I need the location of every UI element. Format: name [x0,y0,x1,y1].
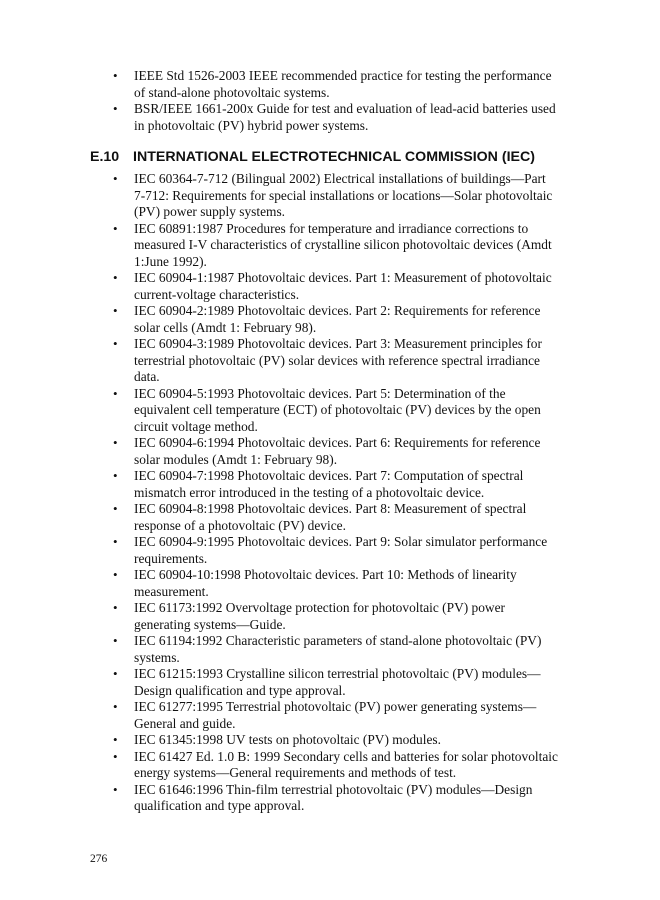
bullet-icon: • [113,101,118,116]
list-item [112,171,560,221]
list-item [112,68,560,101]
list-item [112,303,560,336]
section-heading [90,148,535,166]
list-item [112,534,560,567]
list-item [112,699,560,732]
bullet-icon: • [113,633,118,648]
bullet-icon: • [113,600,118,615]
section-title: INTERNATIONAL ELECTROTECHNICAL COMMISSION (IEC) [133,149,535,165]
bullet-icon: • [113,385,118,401]
iec-standards-list [112,171,560,815]
list-item-text: IEC 60904-5:1993 Photovoltaic devices. Part 5: Determination of the equivalent cell temperature (ECT) of photovoltaic (PV) devices by the open circuit voltage method. [134,385,541,434]
ieee-standards-list [112,68,560,134]
list-item-text: IEEE Std 1526-2003 IEEE recommended practice for testing the performance of stand-alone photovoltaic systems. [134,68,552,100]
list-item [112,600,560,633]
list-item [112,501,560,534]
list-item-text: IEC 61646:1996 Thin-film terrestrial photovoltaic (PV) modules—Design qualification and type approval. [134,781,533,813]
list-item-text: IEC 60904-6:1994 Photovoltaic devices. Part 6: Requirements for reference solar modules (Amdt 1: February 98). [134,435,541,467]
list-item-text: IEC 60904-1:1987 Photovoltaic devices. Part 1: Measurement of photovoltaic current-voltage characteristics. [134,270,552,302]
bullet-icon: • [113,534,118,549]
list-item [112,386,560,436]
bullet-icon: • [113,748,118,764]
bullet-icon: • [113,781,118,797]
list-item-text: IEC 60364-7-712 (Bilingual 2002) Electrical installations of buildings—Part 7-712: Requirements for special installations or locations—Solar photovoltaic (PV) power supply systems. [134,171,553,219]
bullet-icon: • [113,68,118,83]
bullet-icon: • [113,171,118,186]
bullet-icon: • [113,435,118,450]
list-item-text: IEC 61215:1993 Crystalline silicon terrestrial photovoltaic (PV) modules—Design qualification and type approval. [134,666,541,698]
list-item-text: IEC 60904-2:1989 Photovoltaic devices. Part 2: Requirements for reference solar cells (Amdt 1: February 98). [134,303,541,335]
list-item [112,782,560,815]
bullet-icon: • [113,567,118,582]
list-item [112,732,560,749]
bullet-icon: • [113,336,118,351]
bullet-icon: • [113,501,118,516]
list-item-text: IEC 60904-9:1995 Photovoltaic devices. Part 9: Solar simulator performance requirements. [134,534,548,566]
list-item [112,633,560,666]
list-item-text: IEC 61427 Ed. 1.0 B: 1999 Secondary cells and batteries for solar photovoltaic energy systems—General requirements and methods of test. [134,748,558,780]
list-item [112,468,560,501]
bullet-icon: • [113,732,118,747]
list-item [112,221,560,271]
list-item-text: IEC 61194:1992 Characteristic parameters of stand-alone photovoltaic (PV) systems. [134,633,542,665]
list-item [112,336,560,386]
list-item-text: IEC 61173:1992 Overvoltage protection for photovoltaic (PV) power generating systems—Guide. [134,600,506,632]
list-item-text: IEC 60904-8:1998 Photovoltaic devices. Part 8: Measurement of spectral response of a photovoltaic (PV) device. [134,501,527,533]
list-item [112,101,560,134]
list-item-text: IEC 61345:1998 UV tests on photovoltaic (PV) modules. [134,732,441,747]
bullet-icon: • [113,699,118,714]
list-item [112,435,560,468]
bullet-icon: • [113,220,118,236]
list-item-text: IEC 60891:1987 Procedures for temperature and irradiance corrections to measured I-V characteristics of crystalline silicon photovoltaic devices (Amdt 1:June 1992). [134,220,552,269]
list-item [112,749,560,782]
section-number: E.10 [90,149,120,165]
list-item [112,270,560,303]
page-number: 276 [90,853,108,865]
list-item [112,666,560,699]
list-item-text: BSR/IEEE 1661-200x Guide for test and evaluation of lead-acid batteries used in photovoltaic (PV) hybrid power systems. [134,101,556,133]
list-item-text: IEC 60904-3:1989 Photovoltaic devices. Part 3: Measurement principles for terrestrial photovoltaic (PV) solar devices with reference spectral irradiance data. [134,336,542,384]
bullet-icon: • [113,270,118,285]
list-item-text: IEC 60904-7:1998 Photovoltaic devices. Part 7: Computation of spectral mismatch error introduced in the testing of a photovoltaic device. [134,468,524,500]
list-item-text: IEC 61277:1995 Terrestrial photovoltaic (PV) power generating systems—General and guide. [134,699,537,731]
bullet-icon: • [113,666,118,681]
list-item-text: IEC 60904-10:1998 Photovoltaic devices. Part 10: Methods of linearity measurement. [134,567,517,599]
list-item [112,567,560,600]
bullet-icon: • [113,303,118,318]
bullet-icon: • [113,468,118,483]
